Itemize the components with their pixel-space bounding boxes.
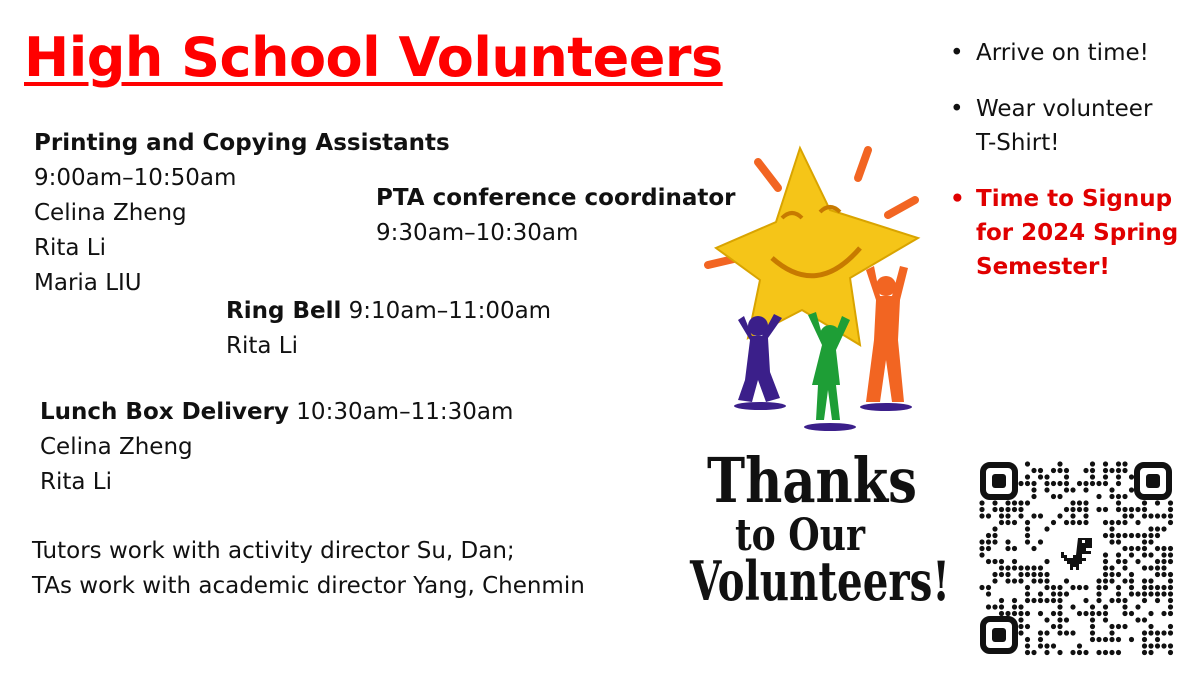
role-heading: PTA conference coordinator bbox=[376, 185, 736, 211]
role-lunch bbox=[40, 395, 513, 500]
role-time: 9:30am–10:30am bbox=[376, 220, 579, 246]
star-with-people-icon bbox=[689, 140, 960, 613]
qr-code-icon bbox=[978, 460, 1174, 656]
reminder-line: • Arrive on time! bbox=[976, 40, 1149, 66]
role-time: 9:10am–11:00am bbox=[348, 298, 552, 324]
note-line: Tutors work with activity director Su, Dan; bbox=[32, 538, 515, 564]
notes bbox=[32, 534, 585, 604]
reminder-line: for 2024 Spring bbox=[976, 220, 1179, 246]
volunteer-name: Rita Li bbox=[40, 469, 112, 495]
volunteer-name: Rita Li bbox=[34, 235, 106, 261]
reminder-list bbox=[950, 36, 1178, 306]
role-heading: Lunch Box Delivery bbox=[40, 399, 289, 425]
reminder-line: Semester! bbox=[976, 254, 1110, 280]
role-time: 10:30am–11:30am bbox=[296, 399, 514, 425]
reminder-line: T-Shirt! bbox=[976, 130, 1060, 156]
reminder-line: • Time to Signup bbox=[976, 186, 1173, 212]
dinosaur-icon bbox=[1054, 532, 1098, 576]
reminder-item-highlight bbox=[950, 182, 1178, 284]
role-heading: Printing and Copying Assistants bbox=[34, 130, 450, 156]
graphic-text: to Our bbox=[735, 510, 866, 561]
reminder-item bbox=[950, 92, 1178, 160]
volunteer-name: Maria LIU bbox=[34, 270, 142, 296]
reminder-line: • Wear volunteer bbox=[976, 96, 1153, 122]
note-line: TAs work with academic director Yang, Chenmin bbox=[32, 573, 585, 599]
role-ring-bell bbox=[226, 294, 551, 364]
volunteer-name: Celina Zheng bbox=[34, 200, 187, 226]
role-heading: Ring Bell bbox=[226, 298, 342, 324]
graphic-text: Volunteers! bbox=[689, 549, 950, 613]
reminder-item bbox=[950, 36, 1178, 70]
volunteer-name: Celina Zheng bbox=[40, 434, 193, 460]
graphic-text: Thanks bbox=[707, 444, 917, 517]
volunteer-name: Rita Li bbox=[226, 333, 298, 359]
page-title: High School Volunteers bbox=[24, 26, 723, 89]
role-pta bbox=[376, 181, 736, 251]
role-time: 9:00am–10:50am bbox=[34, 165, 237, 191]
